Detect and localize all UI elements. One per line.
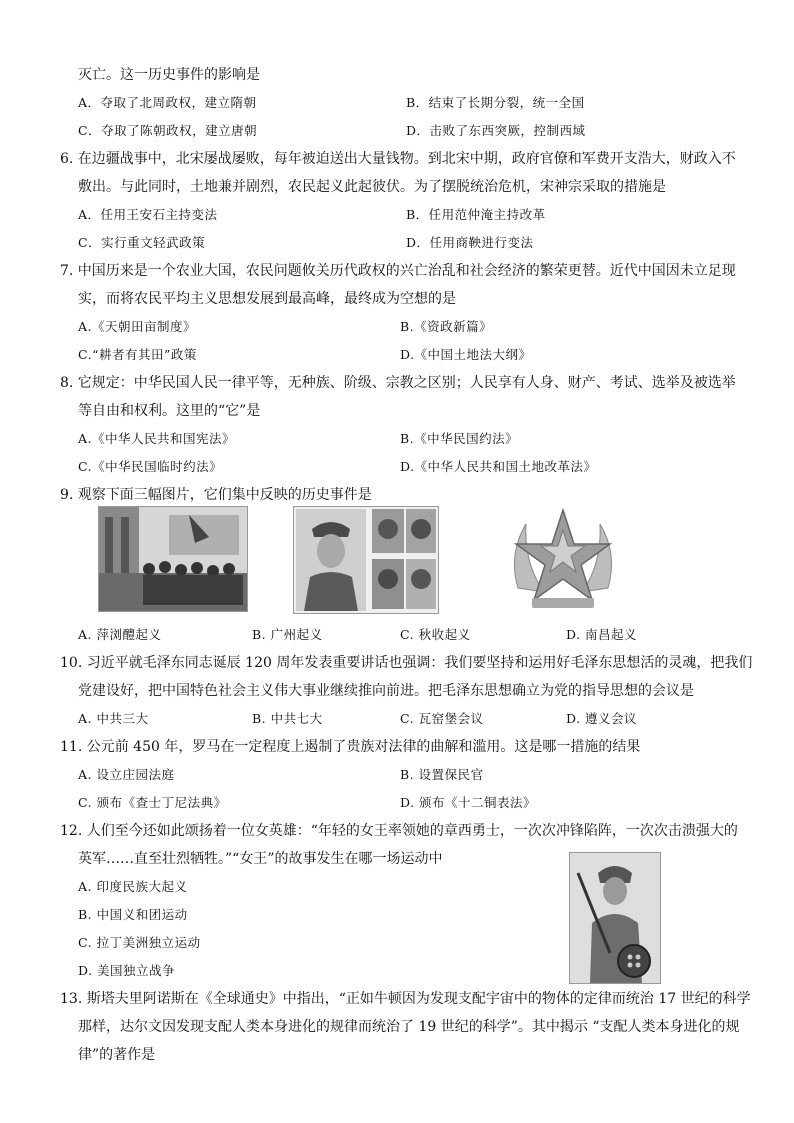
q9-option-b[interactable]: B. 广州起义 bbox=[252, 627, 323, 642]
q5-option-d[interactable]: D．击败了东西突厥，控制西域 bbox=[406, 123, 586, 138]
q11-stem: 11. 公元前 450 年，罗马在一定程度上遏制了贵族对法律的曲解和滥用。这是哪一措施的结果 bbox=[60, 739, 641, 755]
q13-stem-line1: 13. 斯塔夫里阿诺斯在《全球通史》中指出，“正如牛顿因为发现支配宇宙中的物体的定律而统治 17 世纪的科学 bbox=[60, 991, 751, 1007]
q6-option-d[interactable]: D．任用商鞅进行变法 bbox=[406, 235, 534, 250]
q13-stem-line3: 律”的著作是 bbox=[78, 1047, 156, 1063]
q5-option-c[interactable]: C．夺取了陈朝政权，建立唐朝 bbox=[78, 123, 258, 138]
q11-option-b[interactable]: B. 设置保民官 bbox=[400, 767, 484, 782]
q10-option-b[interactable]: B. 中共七大 bbox=[252, 711, 323, 726]
q7-option-b[interactable]: B.《资政新篇》 bbox=[400, 319, 493, 334]
q6-stem-line2: 敷出。与此同时，土地兼并剧烈，农民起义此起彼伏。为了摆脱统治危机，宋神宗采取的措施是 bbox=[78, 179, 666, 195]
q11-option-c[interactable]: C. 颁布《查士丁尼法典》 bbox=[78, 795, 227, 810]
q10-stem-line1: 10. 习近平就毛泽东同志诞辰 120 周年发表重要讲话也强调：我们要坚持和运用好毛泽东思想活的灵魂，把我们 bbox=[60, 655, 753, 671]
q6-option-a[interactable]: A．任用王安石主持变法 bbox=[78, 207, 218, 222]
q6-option-b[interactable]: B．任用范仲淹主持改革 bbox=[406, 207, 546, 222]
q10-stem-line2: 党建设好，把中国特色社会主义伟大事业继续推向前进。把毛泽东思想确立为党的指导思想的会议是 bbox=[78, 683, 694, 699]
q12-option-c[interactable]: C. 拉丁美洲独立运动 bbox=[78, 935, 201, 950]
q12-stem-line1: 12. 人们至今还如此颂扬着一位女英雄：“年轻的女王率领她的章西勇士，一次次冲锋陷阵，一次次击溃强大的 bbox=[60, 823, 738, 839]
q9-option-c[interactable]: C. 秋收起义 bbox=[400, 627, 471, 642]
q9-picture-crowd bbox=[98, 506, 248, 612]
q11-option-a[interactable]: A. 设立庄园法庭 bbox=[78, 767, 175, 782]
q11-option-d[interactable]: D. 颁布《十二铜表法》 bbox=[400, 795, 537, 810]
q8-stem-line1: 8. 它规定：中华民国人民一律平等，无种族、阶级、宗教之区别；人民享有人身、财产、考试、选举及被选举 bbox=[60, 375, 736, 391]
q5-option-a[interactable]: A．夺取了北周政权，建立隋朝 bbox=[78, 95, 257, 110]
q5-stem-tail: 灭亡。这一历史事件的影响是 bbox=[78, 67, 260, 83]
q9-picture-portraits bbox=[293, 506, 439, 614]
q10-option-c[interactable]: C. 瓦窑堡会议 bbox=[400, 711, 484, 726]
q12-option-b[interactable]: B. 中国义和团运动 bbox=[78, 907, 188, 922]
q7-stem-line2: 实，而将农民平均主义思想发展到最高峰，最终成为空想的是 bbox=[78, 291, 456, 307]
q9-picture-emblem bbox=[504, 504, 622, 614]
q9-option-d[interactable]: D. 南昌起义 bbox=[566, 627, 638, 642]
q7-option-d[interactable]: D.《中国土地法大纲》 bbox=[400, 347, 532, 362]
q7-stem-line1: 7. 中国历来是一个农业大国，农民问题攸关历代政权的兴亡治乱和社会经济的繁荣更替。近代中国因未立足现 bbox=[60, 263, 736, 279]
q8-stem-line2: 等自由和权利。这里的“它”是 bbox=[78, 403, 261, 419]
q12-option-d[interactable]: D. 美国独立战争 bbox=[78, 963, 176, 978]
q7-option-a[interactable]: A.《天朝田亩制度》 bbox=[78, 319, 197, 334]
q7-option-c[interactable]: C.“耕者有其田”政策 bbox=[78, 347, 197, 362]
q8-option-c[interactable]: C.《中华民国临时约法》 bbox=[78, 459, 223, 474]
q12-picture-queen bbox=[569, 852, 661, 984]
q9-option-a[interactable]: A. 萍浏醴起义 bbox=[78, 627, 162, 642]
q13-stem-line2: 那样，达尔文因发现支配人类本身进化的规律而统治了 19 世纪的科学”。其中揭示 “支配人类本身进化的规 bbox=[78, 1019, 740, 1035]
q10-option-a[interactable]: A. 中共三大 bbox=[78, 711, 149, 726]
q5-option-b[interactable]: B．结束了长期分裂，统一全国 bbox=[406, 95, 585, 110]
q8-option-b[interactable]: B.《中华民国约法》 bbox=[400, 431, 519, 446]
q6-option-c[interactable]: C．实行重文轻武政策 bbox=[78, 235, 206, 250]
q8-option-d[interactable]: D.《中华人民共和国土地改革法》 bbox=[400, 459, 597, 474]
q12-option-a[interactable]: A. 印度民族大起义 bbox=[78, 879, 188, 894]
q10-option-d[interactable]: D. 遵义会议 bbox=[566, 711, 638, 726]
q6-stem-line1: 6. 在边疆战事中，北宋屡战屡败，每年被迫送出大量钱物。到北宋中期，政府官僚和军费开支浩大，财政入不 bbox=[60, 151, 736, 167]
q9-stem: 9. 观察下面三幅图片，它们集中反映的历史事件是 bbox=[60, 487, 372, 503]
q12-stem-line2: 英军……直至壮烈牺牲。”“女王”的故事发生在哪一场运动中 bbox=[78, 851, 443, 867]
q8-option-a[interactable]: A.《中华人民共和国宪法》 bbox=[78, 431, 236, 446]
